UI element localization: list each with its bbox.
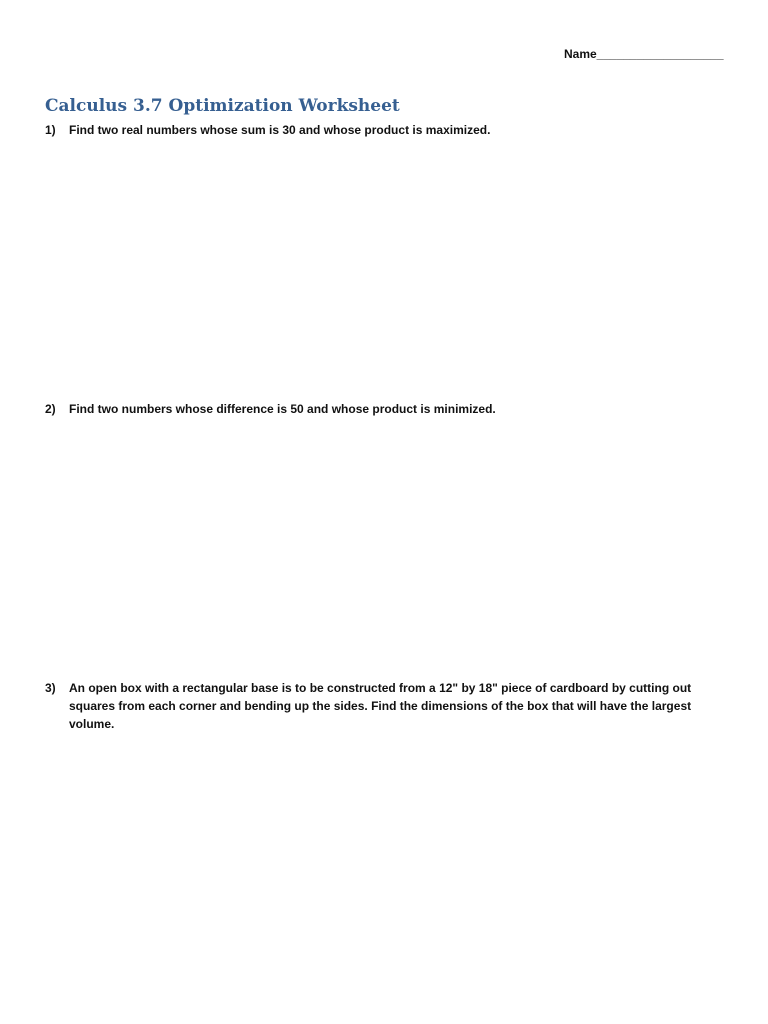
worksheet-title: Calculus 3.7 Optimization Worksheet — [45, 96, 400, 116]
question-1 — [45, 121, 705, 139]
question-number: 2) — [45, 402, 56, 416]
question-3 — [45, 679, 705, 733]
name-field-label: Name___________________ — [564, 47, 724, 61]
question-text: Find two real numbers whose sum is 30 and whose product is maximized. — [69, 123, 491, 137]
question-text: An open box with a rectangular base is to be constructed from a 12" by 18" piece of cardboard by cutting out squares from each corner and bending up the sides. Find the dimensions of the box that will have the largest volume. — [69, 681, 692, 731]
question-number: 3) — [45, 681, 56, 695]
question-text: Find two numbers whose difference is 50 and whose product is minimized. — [69, 402, 496, 416]
question-2 — [45, 400, 705, 418]
question-number: 1) — [45, 123, 56, 137]
